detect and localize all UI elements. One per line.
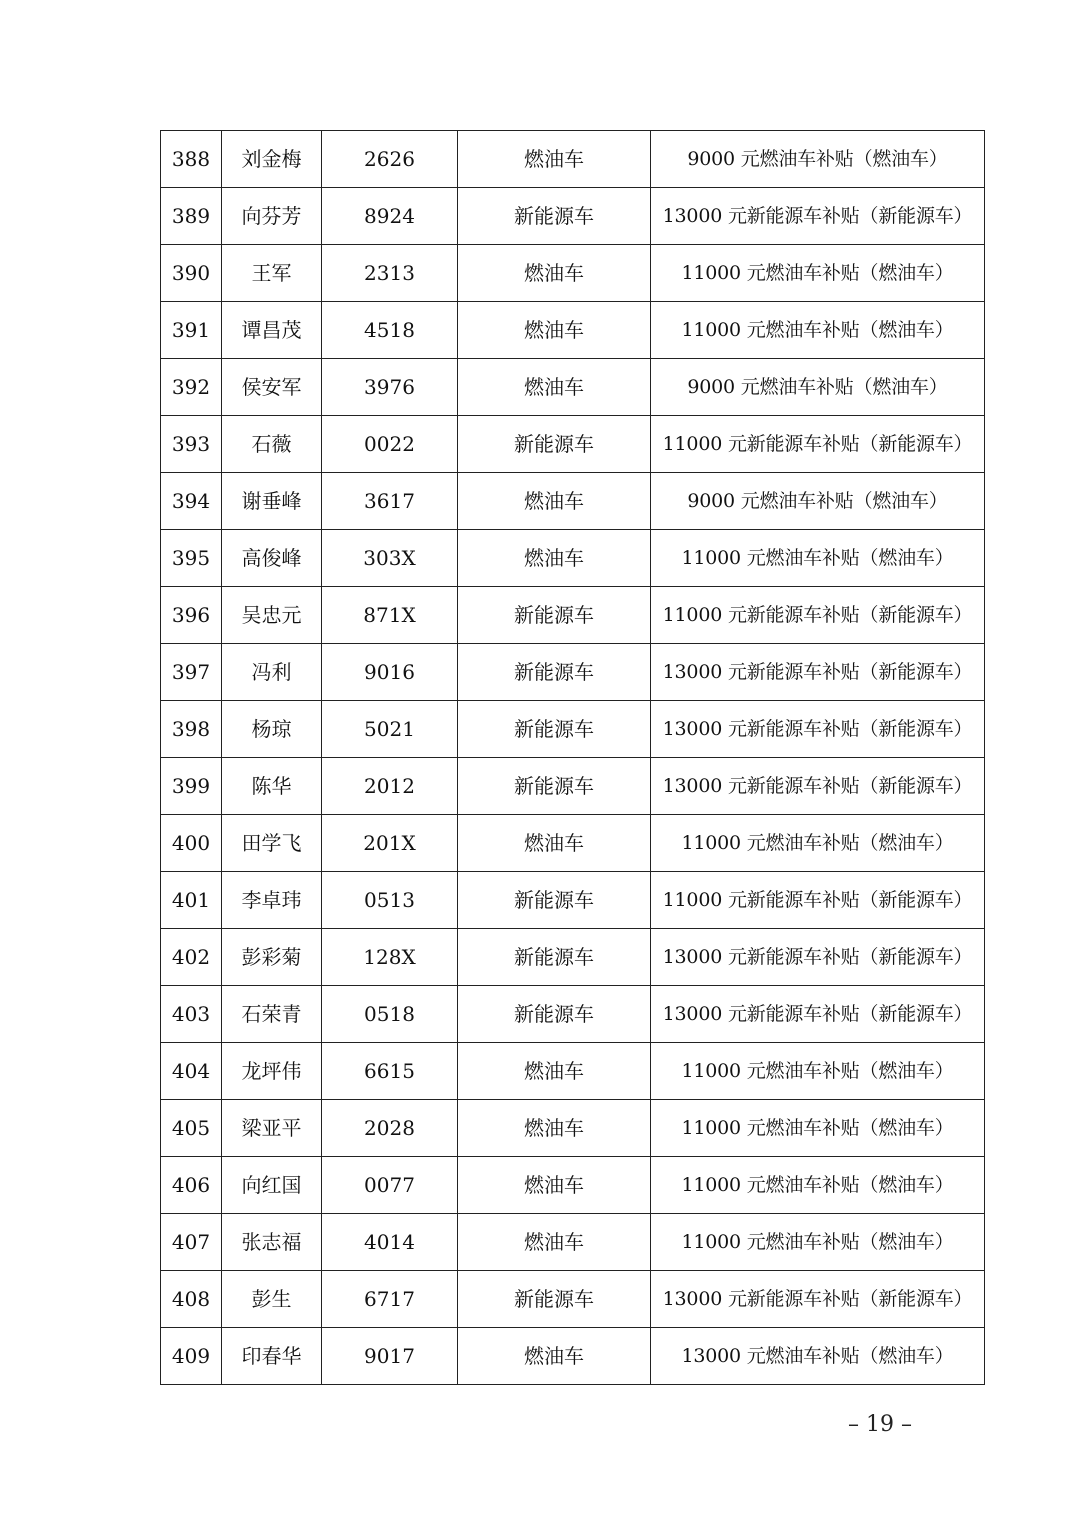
cell-subsidy: 9000 元燃油车补贴（燃油车） <box>651 359 985 416</box>
cell-vehicle-type: 新能源车 <box>458 1271 651 1328</box>
cell-name: 龙坪伟 <box>222 1043 322 1100</box>
cell-subsidy: 13000 元燃油车补贴（燃油车） <box>651 1328 985 1385</box>
cell-serial-number: 394 <box>161 473 222 530</box>
cell-id-suffix: 9016 <box>322 644 458 701</box>
cell-name: 刘金梅 <box>222 131 322 188</box>
cell-subsidy: 11000 元新能源车补贴（新能源车） <box>651 872 985 929</box>
table-row <box>161 701 985 758</box>
cell-name: 彭生 <box>222 1271 322 1328</box>
cell-vehicle-type: 燃油车 <box>458 530 651 587</box>
cell-id-suffix: 2313 <box>322 245 458 302</box>
cell-subsidy: 11000 元燃油车补贴（燃油车） <box>651 245 985 302</box>
cell-vehicle-type: 燃油车 <box>458 245 651 302</box>
cell-subsidy: 11000 元燃油车补贴（燃油车） <box>651 1214 985 1271</box>
table-row <box>161 587 985 644</box>
cell-vehicle-type: 燃油车 <box>458 473 651 530</box>
cell-id-suffix: 3617 <box>322 473 458 530</box>
table-row <box>161 1271 985 1328</box>
table-row <box>161 302 985 359</box>
cell-name: 冯利 <box>222 644 322 701</box>
cell-name: 陈华 <box>222 758 322 815</box>
cell-serial-number: 405 <box>161 1100 222 1157</box>
cell-id-suffix: 0518 <box>322 986 458 1043</box>
table-row <box>161 1157 985 1214</box>
cell-name: 谭昌茂 <box>222 302 322 359</box>
cell-name: 吴忠元 <box>222 587 322 644</box>
cell-id-suffix: 0513 <box>322 872 458 929</box>
cell-vehicle-type: 新能源车 <box>458 587 651 644</box>
cell-serial-number: 409 <box>161 1328 222 1385</box>
table-row <box>161 1328 985 1385</box>
cell-id-suffix: 871X <box>322 587 458 644</box>
cell-vehicle-type: 新能源车 <box>458 872 651 929</box>
cell-subsidy: 11000 元燃油车补贴（燃油车） <box>651 1100 985 1157</box>
cell-id-suffix: 2626 <box>322 131 458 188</box>
cell-serial-number: 406 <box>161 1157 222 1214</box>
table-row <box>161 815 985 872</box>
table-row <box>161 416 985 473</box>
table-row <box>161 644 985 701</box>
table-row <box>161 188 985 245</box>
cell-name: 向红国 <box>222 1157 322 1214</box>
cell-serial-number: 396 <box>161 587 222 644</box>
cell-id-suffix: 2012 <box>322 758 458 815</box>
table-row <box>161 245 985 302</box>
cell-id-suffix: 6615 <box>322 1043 458 1100</box>
table-body <box>161 131 985 1385</box>
cell-serial-number: 400 <box>161 815 222 872</box>
table-row <box>161 530 985 587</box>
subsidy-record-table <box>160 130 985 1385</box>
cell-subsidy: 13000 元新能源车补贴（新能源车） <box>651 701 985 758</box>
cell-vehicle-type: 新能源车 <box>458 644 651 701</box>
table-row <box>161 986 985 1043</box>
cell-id-suffix: 0077 <box>322 1157 458 1214</box>
cell-subsidy: 13000 元新能源车补贴（新能源车） <box>651 986 985 1043</box>
cell-vehicle-type: 燃油车 <box>458 302 651 359</box>
cell-vehicle-type: 燃油车 <box>458 815 651 872</box>
cell-name: 李卓玮 <box>222 872 322 929</box>
cell-subsidy: 11000 元燃油车补贴（燃油车） <box>651 1043 985 1100</box>
cell-id-suffix: 3976 <box>322 359 458 416</box>
cell-vehicle-type: 新能源车 <box>458 986 651 1043</box>
table-row <box>161 1100 985 1157</box>
cell-id-suffix: 9017 <box>322 1328 458 1385</box>
cell-serial-number: 389 <box>161 188 222 245</box>
cell-subsidy: 13000 元新能源车补贴（新能源车） <box>651 929 985 986</box>
table-row <box>161 872 985 929</box>
cell-name: 侯安军 <box>222 359 322 416</box>
cell-name: 杨琼 <box>222 701 322 758</box>
cell-subsidy: 13000 元新能源车补贴（新能源车） <box>651 188 985 245</box>
cell-id-suffix: 0022 <box>322 416 458 473</box>
cell-subsidy: 11000 元燃油车补贴（燃油车） <box>651 530 985 587</box>
cell-id-suffix: 303X <box>322 530 458 587</box>
cell-vehicle-type: 燃油车 <box>458 1043 651 1100</box>
cell-serial-number: 402 <box>161 929 222 986</box>
cell-id-suffix: 2028 <box>322 1100 458 1157</box>
cell-serial-number: 391 <box>161 302 222 359</box>
table-row <box>161 1214 985 1271</box>
cell-vehicle-type: 燃油车 <box>458 1157 651 1214</box>
cell-subsidy: 13000 元新能源车补贴（新能源车） <box>651 758 985 815</box>
cell-id-suffix: 4014 <box>322 1214 458 1271</box>
cell-name: 石薇 <box>222 416 322 473</box>
cell-serial-number: 407 <box>161 1214 222 1271</box>
cell-vehicle-type: 燃油车 <box>458 1100 651 1157</box>
cell-serial-number: 403 <box>161 986 222 1043</box>
cell-id-suffix: 128X <box>322 929 458 986</box>
cell-id-suffix: 5021 <box>322 701 458 758</box>
table-row <box>161 929 985 986</box>
cell-subsidy: 9000 元燃油车补贴（燃油车） <box>651 131 985 188</box>
cell-serial-number: 393 <box>161 416 222 473</box>
cell-serial-number: 408 <box>161 1271 222 1328</box>
cell-id-suffix: 201X <box>322 815 458 872</box>
cell-name: 张志福 <box>222 1214 322 1271</box>
cell-serial-number: 401 <box>161 872 222 929</box>
cell-name: 梁亚平 <box>222 1100 322 1157</box>
cell-subsidy: 11000 元燃油车补贴（燃油车） <box>651 1157 985 1214</box>
cell-subsidy: 9000 元燃油车补贴（燃油车） <box>651 473 985 530</box>
cell-name: 石荣青 <box>222 986 322 1043</box>
cell-serial-number: 390 <box>161 245 222 302</box>
cell-vehicle-type: 燃油车 <box>458 359 651 416</box>
table-row <box>161 359 985 416</box>
cell-serial-number: 388 <box>161 131 222 188</box>
table-row <box>161 758 985 815</box>
cell-serial-number: 395 <box>161 530 222 587</box>
cell-serial-number: 392 <box>161 359 222 416</box>
cell-subsidy: 11000 元新能源车补贴（新能源车） <box>651 416 985 473</box>
cell-id-suffix: 8924 <box>322 188 458 245</box>
cell-serial-number: 397 <box>161 644 222 701</box>
cell-name: 印春华 <box>222 1328 322 1385</box>
cell-vehicle-type: 燃油车 <box>458 1214 651 1271</box>
cell-name: 王军 <box>222 245 322 302</box>
cell-name: 谢垂峰 <box>222 473 322 530</box>
cell-serial-number: 404 <box>161 1043 222 1100</box>
cell-subsidy: 11000 元新能源车补贴（新能源车） <box>651 587 985 644</box>
cell-id-suffix: 6717 <box>322 1271 458 1328</box>
cell-subsidy: 11000 元燃油车补贴（燃油车） <box>651 815 985 872</box>
cell-vehicle-type: 新能源车 <box>458 416 651 473</box>
cell-vehicle-type: 新能源车 <box>458 188 651 245</box>
cell-vehicle-type: 燃油车 <box>458 131 651 188</box>
cell-vehicle-type: 燃油车 <box>458 1328 651 1385</box>
cell-name: 彭彩菊 <box>222 929 322 986</box>
cell-name: 田学飞 <box>222 815 322 872</box>
cell-subsidy: 11000 元燃油车补贴（燃油车） <box>651 302 985 359</box>
table-row <box>161 131 985 188</box>
table-row <box>161 473 985 530</box>
cell-serial-number: 398 <box>161 701 222 758</box>
cell-vehicle-type: 新能源车 <box>458 929 651 986</box>
cell-vehicle-type: 新能源车 <box>458 758 651 815</box>
table-row <box>161 1043 985 1100</box>
page-number: – 19 – <box>848 1412 912 1437</box>
cell-vehicle-type: 新能源车 <box>458 701 651 758</box>
cell-id-suffix: 4518 <box>322 302 458 359</box>
cell-name: 高俊峰 <box>222 530 322 587</box>
cell-name: 向芬芳 <box>222 188 322 245</box>
cell-subsidy: 13000 元新能源车补贴（新能源车） <box>651 644 985 701</box>
cell-serial-number: 399 <box>161 758 222 815</box>
cell-subsidy: 13000 元新能源车补贴（新能源车） <box>651 1271 985 1328</box>
